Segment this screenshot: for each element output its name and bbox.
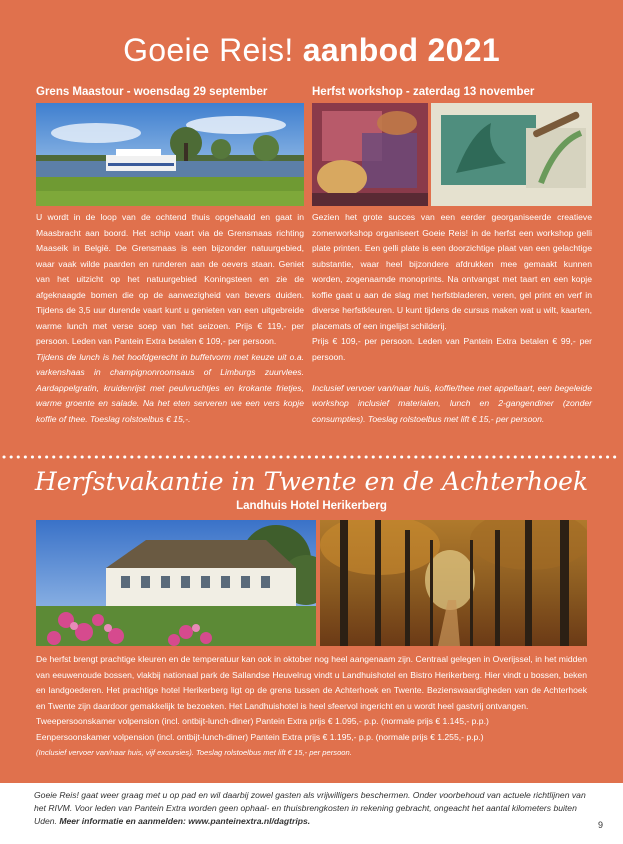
footer-cta: Meer informatie en aanmelden: www.panteinextra.nl/dagtrips. xyxy=(59,816,311,826)
dotted-divider xyxy=(0,454,623,460)
feature-title: Herfstvakantie in Twente en de Achterhoek xyxy=(34,467,589,496)
river-boat-photo xyxy=(36,103,304,206)
left-body xyxy=(36,210,304,427)
autumn-forest-photo xyxy=(320,520,587,646)
left-body-text: U wordt in de loop van de ochtend thuis opgehaald en gaat in Maasbracht aan boord. Het schip vaart via de Grensmaas richting Maaseik in België. De Grensmaas is een bijzonder natuurgebied, waar vaak wilde paarden en runderen aan de oevers staan. Geniet van het uitzicht op het natuurgebied Koningsteen en zie de afgeknaagde bomen die op de aanwezigheid van bevers duiden. Tijdens de 3,5 uur durende vaart kunt u genieten van een uitgebreide warme lunch met verse soep van het seizoen. Prijs € 119,- per persoon. Leden van Pantein Extra betalen € 109,- per persoon. xyxy=(36,212,304,346)
title-bold: aanbod 2021 xyxy=(302,32,500,68)
gelli-print-photo-2 xyxy=(431,103,592,206)
left-note: Tijdens de lunch is het hoofdgerecht in buffetvorm met keuze uit o.a. varkenshaas in champignonroomsaus of Limburgs zuurvlees. Aardappelgratin, kruidenrijst met peulvruchtjes en krokante frietjes, warme groente en salade. Na het eten serveren we een vers kopje koffie of thee. Toeslag rolstoelbus € 15,-. xyxy=(36,351,304,424)
feature-body xyxy=(36,652,587,761)
feature-body-text: De herfst brengt prachtige kleuren en de temperatuur kan ook in oktober nog heel aangenaam zijn. Centraal gelegen in Overijssel, in het midden van eeuwenoude bossen, vlakbij nationaal park de Sallandse Heuvelrug vindt u Landhuishotel en Bistro Herikerberg. Hier vindt u bossen, beken en landgoederen. Het prachtige hotel Herikerberg ligt op de grens tussen de Achterhoek en Twente. Bezienswaardigheden van de Achterhoek en Twente zijn daardoor gemakkelijk te bezoeken. Het Landhuishotel is heel sfeervol ingericht en u wordt heel gastvrij ontvangen. xyxy=(36,654,587,711)
hotel-photo xyxy=(36,520,316,646)
footer-text: Goeie Reis! gaat weer graag met u op pad en wil daarbij zowel gasten als vrijwilligers beschermen. Onder voorbehoud van actuele richtlijnen van het RIVM. Voor leden van Pantein Extra worden geen ophaal- en thuisbrengkosten in rekening gebracht, ongeacht het aantal kilometers buiten Uden. xyxy=(34,790,586,826)
right-heading: Herfst workshop - zaterdag 13 november xyxy=(312,86,535,98)
footer xyxy=(0,783,623,844)
left-heading: Grens Maastour - woensdag 29 september xyxy=(36,86,268,98)
right-spacer xyxy=(312,365,592,381)
title-light: Goeie Reis! xyxy=(123,32,294,68)
page-title xyxy=(0,30,623,70)
right-body-text: Gezien het grote succes van een eerder georganiseerde creatieve zomerworkshop organiseert Goeie Reis! in de herfst een workshop gelli plate printen. Een gelli plate is een doorzichtige plaat van een gelachtige substantie, waar heel bijzondere afdrukken mee gemaakt kunnen worden, zogenaamde monoprints. Na ontvangst met taart en een kopje koffie gaat u aan de slag met herfstbladeren, veren, gel print en verf in diverse herfstkleuren. U kunt tijdens de cursus maken wat u wilt, kaarten, placemats of een ingelijst schilderij. xyxy=(312,212,592,331)
right-body xyxy=(312,210,592,427)
right-note: Inclusief vervoer van/naar huis, koffie/thee met appeltaart, een begeleide workshop inclusief materialen, lunch en 2-gangendiner (zonder consumpties). Toeslag rolstoelbus met lift € 15,- per persoon. xyxy=(312,382,592,424)
feature-price-double: Tweepersoonskamer volpension (incl. ontbijt-lunch-diner) Pantein Extra prijs € 1.095,- p.p. (normale prijs € 1.145,- p.p.) xyxy=(36,716,489,726)
footer-text-block xyxy=(34,789,594,828)
feature-subtitle: Landhuis Hotel Herikerberg xyxy=(236,500,387,512)
feature-note: (Inclusief vervoer van/naar huis, vijf excursies). Toeslag rolstoelbus met lift € 15,- per persoon. xyxy=(36,748,352,757)
page-number: 9 xyxy=(597,820,603,830)
feature-price-single: Eenpersoonskamer volpension (incl. ontbijt-lunch-diner) Pantein Extra prijs € 1.195,- p.p. (normale prijs € 1.255,- p.p.) xyxy=(36,731,484,742)
right-price: Prijs € 109,- per persoon. Leden van Pantein Extra betalen € 99,- per persoon. xyxy=(312,336,592,362)
gelli-print-photo-1 xyxy=(312,103,428,206)
